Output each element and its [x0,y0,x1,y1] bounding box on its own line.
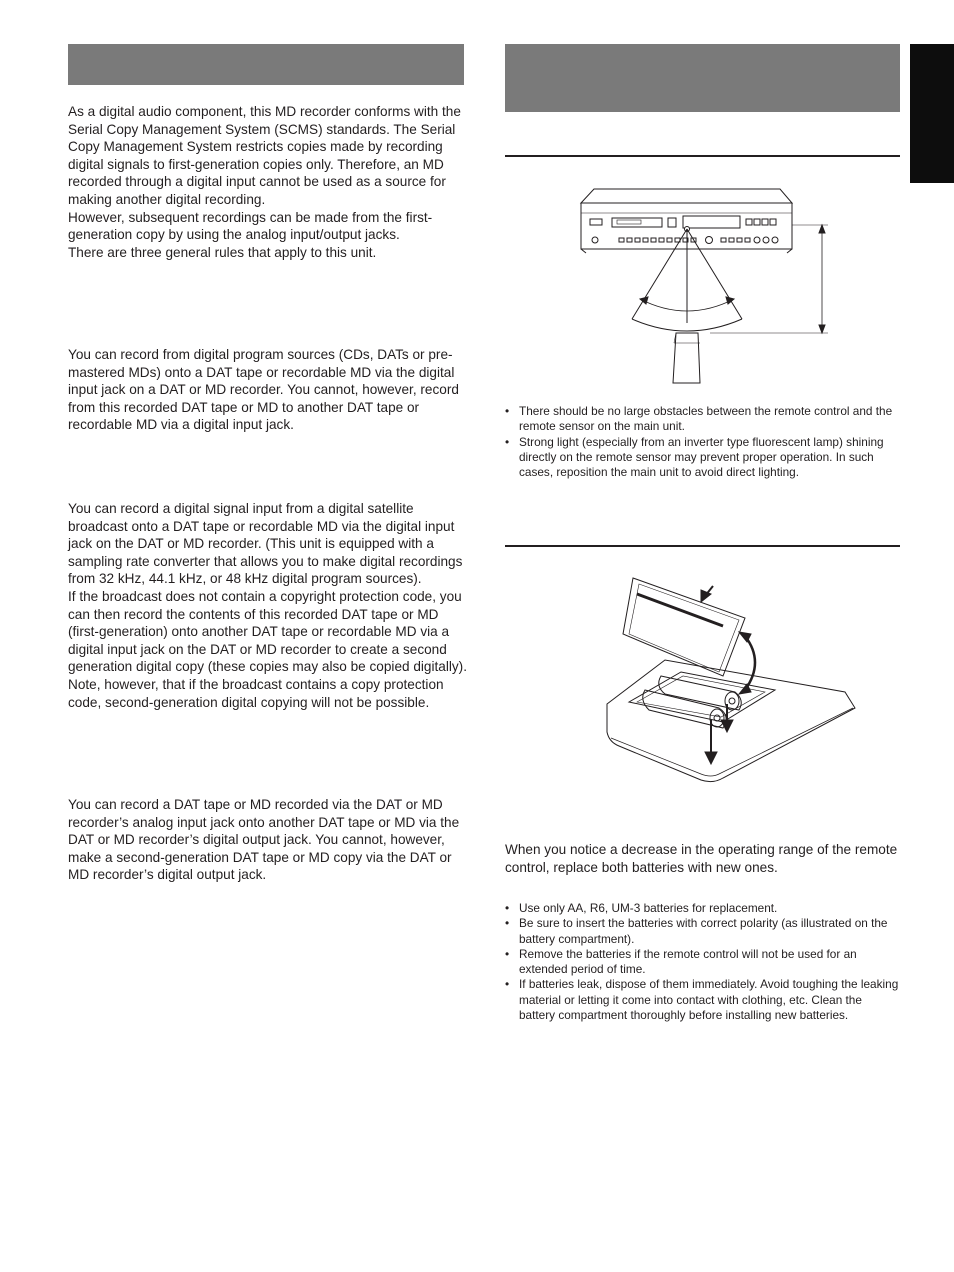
battery-note-item: • Remove the batteries if the remote control will not be used for an extended period of time. [505,947,900,978]
remote-range-illustration [570,183,840,385]
rule-2-paragraph-2: If the broadcast does not contain a copyright protection code, you can then record the contents of this recorded DAT tape or MD (first-generation) onto another DAT tape or recordable MD via a digital input jack on the DAT or MD recorder to create a second generation digital copy (these copies may also be copied digitally). Note, however, that if the broadcast contains a copy protection code, second-generation digital copying will not be possible. [68,588,467,710]
right-section-header-bar [505,44,900,112]
intro-paragraph-1: As a digital audio component, this MD recorder conforms with the Serial Copy Management System (SCMS) standards. The Serial Copy Management System restricts copies made by recording digital signals to first-generation copies only. Therefore, an MD recorded through a digital input cannot be used as a source for making another digital recording. [68,104,461,207]
rule-2-paragraph-1: You can record a digital signal input from a digital satellite broadcast onto a DAT tape or recordable MD via the digital input jack on the DAT or MD recorder. (This unit is equipped with a sampling rate converter that allows you to make digital recordings from 32 kHz, 44.1 kHz, or 48 kHz digital program sources). [68,501,463,587]
remote-notes-list [505,404,900,480]
battery-notes-list [505,901,900,1023]
remote-section-rule [505,155,900,157]
battery-note-item: • Use only AA, R6, UM-3 batteries for replacement. [505,901,900,916]
battery-note-item: • Be sure to insert the batteries with correct polarity (as illustrated on the battery compartment). [505,916,900,947]
intro-paragraph-3: There are three general rules that apply to this unit. [68,244,377,260]
rule-1-text [68,346,468,434]
battery-note-item: • If batteries leak, dispose of them immediately. Avoid toughing the leaking material or letting it come into contact with clothing, etc. Clean the battery compartment thoroughly before installing new batteries. [505,977,900,1023]
rule-3-text [68,796,468,884]
remote-note-item: • Strong light (especially from an inverter type fluorescent lamp) shining directly on the remote sensor may prevent proper operation. In such cases, reposition the main unit to avoid direct lighting. [505,435,900,481]
language-side-tab [910,44,954,183]
remote-note-item: • There should be no large obstacles between the remote control and the remote sensor on the main unit. [505,404,900,435]
scms-intro [68,103,468,261]
battery-replacement-text [505,841,905,876]
battery-illustration [605,572,860,788]
intro-paragraph-2: However, subsequent recordings can be made from the first-generation copy by using the analog input/output jacks. [68,209,433,243]
battery-section-rule [505,545,900,547]
battery-paragraph: When you notice a decrease in the operating range of the remote control, replace both batteries with new ones. [505,842,898,875]
rule-1-paragraph: You can record from digital program sources (CDs, DATs or pre-mastered MDs) onto a DAT tape or recordable MD via the digital input jack on a DAT or MD recorder. You cannot, however, record from this recorded DAT tape or MD to another DAT tape or recordable MD via a digital input jack. [68,347,459,433]
left-section-header-bar [68,44,464,85]
rule-2-text [68,500,468,711]
rule-3-paragraph: You can record a DAT tape or MD recorded via the DAT or MD recorder’s analog input jack onto another DAT tape or MD via the DAT or MD recorder’s digital output jack. You cannot, however, make a second-generation DAT tape or MD copy via the DAT or MD recorder’s digital output jack. [68,797,460,883]
